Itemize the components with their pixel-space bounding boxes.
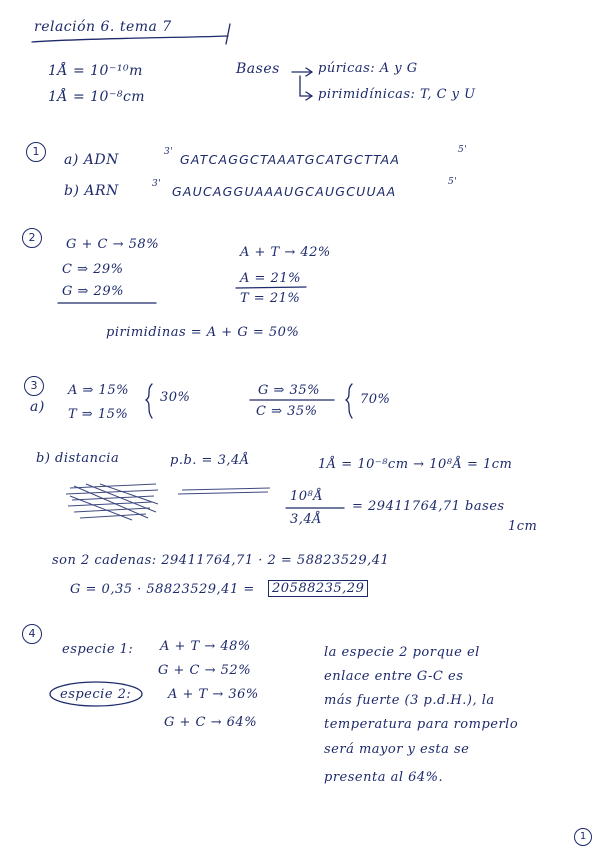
- q4-answer-line-6: presenta al 64%.: [324, 770, 444, 785]
- q4-answer-line-3: más fuerte (3 p.d.H.), la: [324, 693, 495, 708]
- q2-g: G ⇒ 29%: [62, 284, 124, 299]
- q2-c: C ⇒ 29%: [62, 262, 124, 277]
- page-number: 1: [574, 828, 592, 846]
- q3-conversion: 1Å = 10⁻⁸cm → 10⁸Å = 1cm: [318, 457, 513, 472]
- q3-fraction-numerator: 10⁸Å: [290, 489, 324, 504]
- unit-angstrom-m: 1Å = 10⁻¹⁰m: [48, 63, 143, 79]
- q1-a-label: a) ADN: [64, 152, 119, 168]
- bases-arrow-bottom: [300, 76, 312, 100]
- title-tick: [226, 24, 230, 44]
- q3-fraction-result: = 29411764,71 bases: [352, 499, 505, 514]
- bases-pirimidinicas: pirimidínicas: T, C y U: [318, 87, 476, 102]
- q4-sp1-gc: G + C → 52%: [158, 663, 252, 678]
- q2-a: A = 21%: [240, 271, 301, 286]
- crossed-out-scribble: [66, 484, 270, 520]
- q2-at-separator: [236, 287, 306, 288]
- q1-b-prime-start: 3': [152, 179, 162, 189]
- q3-at-total: 30%: [160, 390, 191, 405]
- q3-at-brace: [146, 384, 152, 418]
- q4-answer-line-2: enlace entre G-C es: [324, 669, 464, 684]
- q3-g-pct: G ⇒ 35%: [258, 383, 320, 398]
- q3-fraction-unit: 1cm: [508, 519, 538, 534]
- q3-g-result-box: 20588235,29: [268, 580, 368, 597]
- bases-arrow-top: [292, 68, 312, 76]
- q4-sp1-label: especie 1:: [62, 642, 134, 657]
- q1-a-sequence: GATCAGGCTAAATGCATGCTTAA: [180, 152, 401, 167]
- q1-a-prime-start: 3': [164, 147, 174, 157]
- question-number-4: 4: [22, 624, 42, 644]
- q4-sp2-label: especie 2:: [60, 687, 132, 702]
- q3-c-pct: C ⇒ 35%: [256, 404, 318, 419]
- question-number-3: 3: [24, 376, 44, 396]
- q2-at: A + T → 42%: [240, 245, 331, 260]
- q3-pb: p.b. = 3,4Å: [170, 453, 250, 468]
- q3-a-pct: A ⇒ 15%: [68, 383, 129, 398]
- q3-gc-total: 70%: [360, 392, 391, 407]
- q1-a-prime-end: 5': [458, 145, 468, 155]
- bases-puricas: púricas: A y G: [318, 61, 418, 76]
- question-number-1: 1: [26, 142, 46, 162]
- q2-pirimidinas: pirimidinas = A + G = 50%: [106, 325, 300, 340]
- q4-sp2-gc: G + C → 64%: [164, 715, 258, 730]
- q4-sp2-at: A + T → 36%: [168, 687, 259, 702]
- bases-label: Bases: [236, 61, 280, 77]
- q4-sp1-at: A + T → 48%: [160, 639, 251, 654]
- q3-fraction-denominator: 3,4Å: [290, 512, 323, 527]
- q3-a-label: a): [30, 399, 45, 415]
- q1-b-label: b) ARN: [64, 183, 119, 199]
- q4-answer-line-4: temperatura para romperlo: [324, 717, 519, 732]
- q1-b-prime-end: 5': [448, 177, 458, 187]
- q2-gc: G + C → 58%: [66, 237, 160, 252]
- q1-b-sequence: GAUCAGGUAAAUGCAUGCUUAA: [172, 184, 397, 199]
- page-title: relación 6. tema 7: [34, 19, 172, 35]
- q3-gc-brace: [346, 384, 352, 418]
- q4-answer-line-5: será mayor y esta se: [324, 742, 470, 757]
- title-underline: [32, 36, 228, 42]
- q3-t-pct: T ⇒ 15%: [68, 407, 129, 422]
- q3-g-calc: G = 0,35 · 58823529,41 =: [70, 582, 255, 597]
- q2-t: T = 21%: [240, 291, 301, 306]
- q3-b-label: b) distancia: [36, 451, 120, 466]
- question-number-2: 2: [22, 228, 42, 248]
- q3-cadenas: son 2 cadenas: 29411764,71 · 2 = 58823529,41: [52, 553, 390, 568]
- q4-answer-line-1: la especie 2 porque el: [324, 645, 480, 660]
- unit-angstrom-cm: 1Å = 10⁻⁸cm: [48, 89, 146, 105]
